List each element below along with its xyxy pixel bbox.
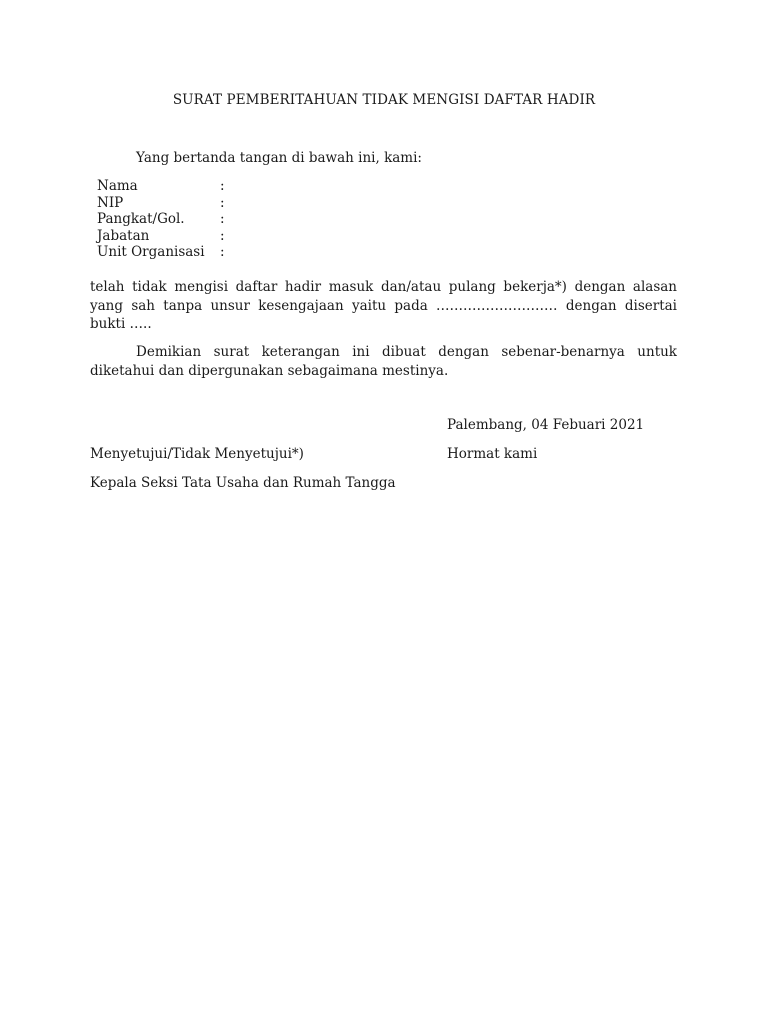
field-colon: : [220,211,225,227]
field-label-jabatan: Jabatan [97,227,150,244]
field-label-unit-organisasi: Unit Organisasi [97,244,205,260]
place-date: Palembang, 04 Febuari 2021 [447,417,645,433]
approver-position: Kepala Seksi Tata Usaha dan Rumah Tangga [90,475,396,491]
field-label-pangkat: Pangkat/Gol. [97,211,185,227]
field-colon: : [220,244,225,260]
opening-line: Yang bertanda tangan di bawah ini, kami: [136,150,422,166]
field-label-nip: NIP [97,194,124,211]
letter-title: SURAT PEMBERITAHUAN TIDAK MENGISI DAFTAR HADIR [172,92,596,108]
regards-line: Hormat kami [447,446,538,462]
approval-line: Menyetujui/Tidak Menyetujui*) [90,446,304,462]
body-paragraph-reason: telah tidak mengisi daftar hadir masuk dan/atau pulang bekerja*) dengan alasan yang sah tanpa unsur kesengajaan yaitu pada ……………………… dengan disertai bukti ….. [90,279,677,332]
body-paragraph-closing: Demikian surat keterangan ini dibuat dengan sebenar-benarnya untuk diketahui dan dipergunakan sebagaimana mestinya. [90,344,677,379]
field-colon: : [220,194,225,211]
field-colon: : [220,178,225,194]
field-colon: : [220,227,225,244]
field-label-nama: Nama [97,178,138,194]
